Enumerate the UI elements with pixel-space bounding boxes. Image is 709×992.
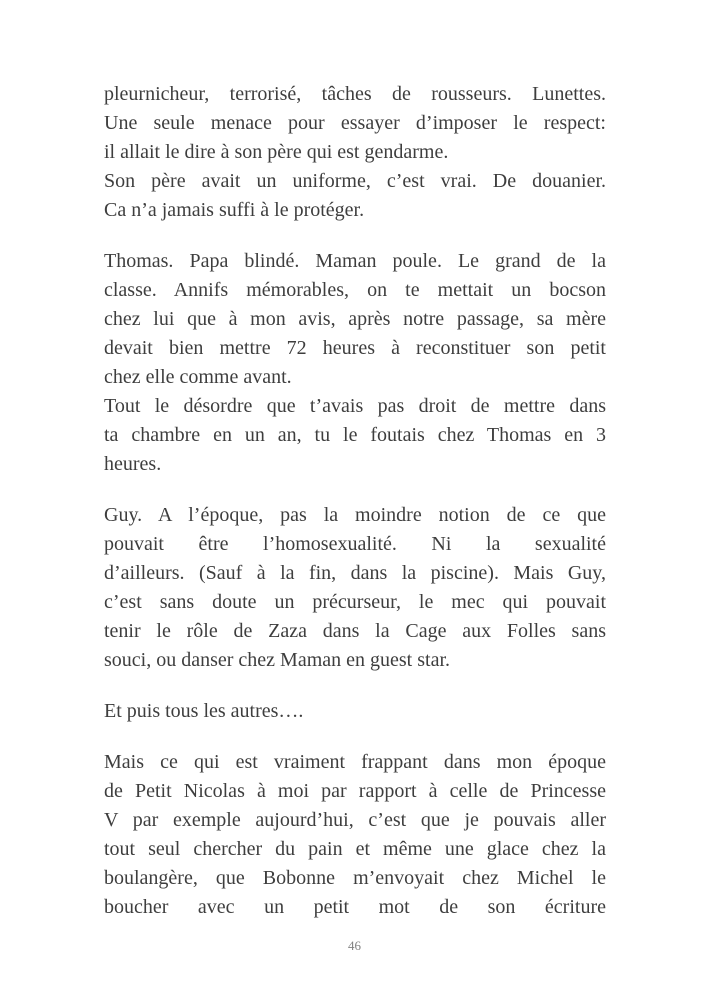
text-line: Une seule menace pour essayer d’imposer le respect:: [104, 112, 606, 134]
text-line: d’ailleurs. (Sauf à la fin, dans la piscine). Mais Guy,: [104, 562, 606, 584]
text-line: V par exemple aujourd’hui, c’est que je pouvais aller: [104, 809, 606, 831]
text-line: pleurnicheur, terrorisé, tâches de rousseurs. Lunettes.: [104, 83, 606, 105]
text-line: tenir le rôle de Zaza dans la Cage aux Folles sans: [104, 620, 606, 642]
text-line: Ca n’a jamais suffi à le protéger.: [104, 199, 365, 221]
paragraph: [104, 247, 606, 392]
text-line: Mais ce qui est vraiment frappant dans mon époque: [104, 751, 606, 773]
text-line: Thomas. Papa blindé. Maman poule. Le grand de la: [104, 250, 606, 272]
text-line: pouvait être l’homosexualité. Ni la sexualité: [104, 533, 606, 555]
text-line: Guy. A l’époque, pas la moindre notion de ce que: [104, 504, 606, 526]
text-line: ta chambre en un an, tu le foutais chez Thomas en 3: [104, 424, 606, 446]
paragraph: [104, 167, 606, 225]
paragraph: [104, 697, 606, 726]
text-line: tout seul chercher du pain et même une glace chez la: [104, 838, 606, 860]
text-column: [104, 80, 606, 922]
paragraph: [104, 748, 606, 922]
text-line: boulangère, que Bobonne m’envoyait chez Michel le: [104, 867, 606, 889]
text-line: boucher avec un petit mot de son écriture: [104, 896, 606, 918]
text-line: c’est sans doute un précurseur, le mec qui pouvait: [104, 591, 606, 613]
text-line: Et puis tous les autres….: [104, 700, 304, 722]
text-line: heures.: [104, 453, 162, 475]
text-line: Son père avait un uniforme, c’est vrai. De douanier.: [104, 170, 606, 192]
text-line: souci, ou danser chez Maman en guest star.: [104, 649, 451, 671]
text-line: Tout le désordre que t’avais pas droit de mettre dans: [104, 395, 606, 417]
paragraph: [104, 392, 606, 479]
text-line: classe. Annifs mémorables, on te mettait un bocson: [104, 279, 606, 301]
paragraph: [104, 80, 606, 167]
text-line: chez lui que à mon avis, après notre passage, sa mère: [104, 308, 606, 330]
paragraph: [104, 501, 606, 675]
text-line: devait bien mettre 72 heures à reconstituer son petit: [104, 337, 606, 359]
page-number: 46: [348, 938, 361, 953]
text-line: chez elle comme avant.: [104, 366, 292, 388]
text-line: il allait le dire à son père qui est gendarme.: [104, 141, 449, 163]
text-line: de Petit Nicolas à moi par rapport à celle de Princesse: [104, 780, 606, 802]
